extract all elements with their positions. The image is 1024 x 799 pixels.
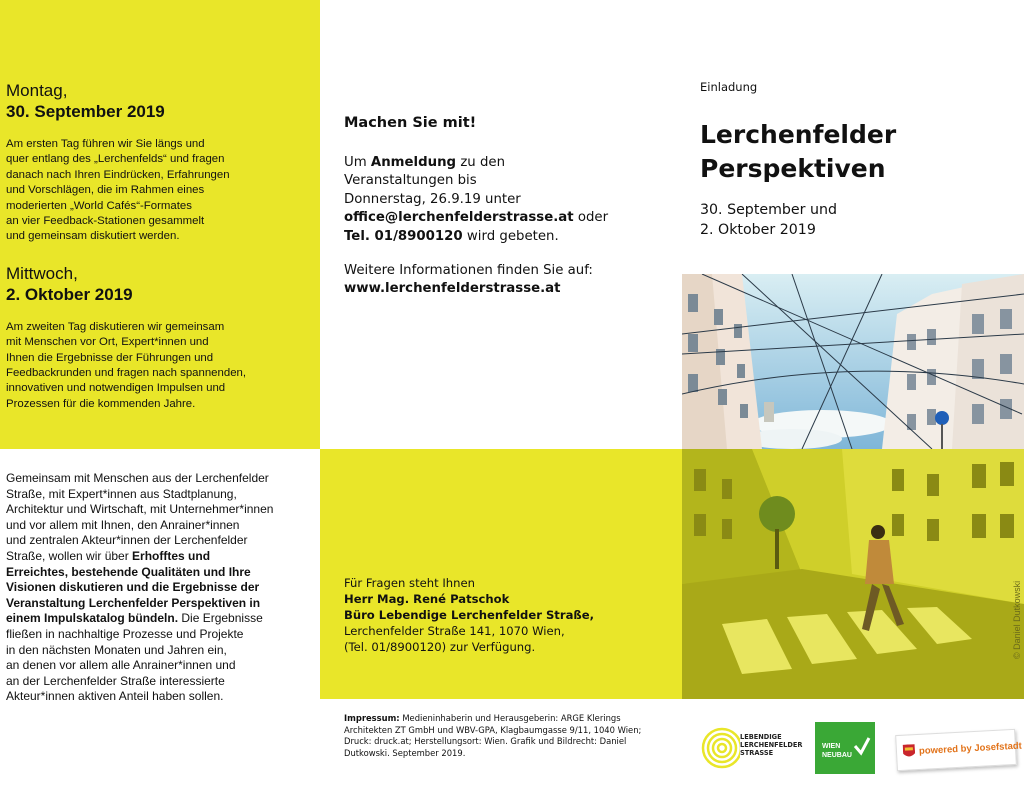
day1-block (6, 80, 314, 245)
day2-description: Am zweiten Tag diskutieren wir gemeinsam mit Menschen vor Ort, Expert*innen und Ihnen die Ergebnisse der Führungen und Feedbackrunden und fragen nach spannenden, innovativen und notwendigen Impulsen und Prozessen für die kommenden Jahre. (6, 320, 247, 410)
josefstadt-logo (895, 729, 1023, 771)
contact-name: Herr Mag. René Patschok (344, 592, 510, 606)
day2-date: 2. Oktober 2019 (6, 284, 133, 304)
imprint-text: Medieninhaberin und Herausgeberin: ARGE Klerings Architekten ZT GmbH und WBV-GPA, Klagbaumgasse 9/11, 1040 Wien; Druck: druck.at; Herstellungsort: Wien. Grafik und Bildrecht: Daniel Dutkowski. September 2019. (344, 713, 642, 758)
reg-text: wird gebeten. (462, 228, 559, 244)
title-line: Perspektiven (700, 154, 886, 183)
intro-line: an der Lerchenfelder Straße interessierte (6, 673, 225, 688)
contact-address: Lerchenfelder Straße 141, 1070 Wien, (344, 624, 565, 638)
intro-line: und vor allem mit Ihnen, den Anrainer*innen (6, 517, 240, 532)
wien-neubau-logo (815, 722, 875, 774)
intro-text: Die Ergebnisse (178, 611, 263, 626)
reg-text: Donnerstag, 26.9.19 unter (344, 191, 521, 207)
date-line: 2. Oktober 2019 (700, 222, 816, 238)
ll-logo-line: LERCHENFELDER (740, 741, 803, 749)
ll-logo-line: LEBENDIGE (740, 733, 782, 741)
contact-office: Büro Lebendige Lerchenfelder Straße, (344, 608, 594, 622)
intro-line: und zentralen Akteur*innen der Lerchenfelder (6, 533, 248, 548)
concentric-rings-icon (700, 718, 740, 778)
title-line: Lerchenfelder (700, 120, 897, 149)
info-text (344, 262, 682, 299)
intro-line: Architektur und Wirtschaft, mit Unternehmer*innen (6, 502, 274, 517)
intro-text: Straße, wollen wir über (6, 548, 133, 563)
intro-line: Veranstaltung Lerchenfelder Perspektiven in (6, 595, 261, 610)
intro-line: an denen vor allem alle Anrainer*innen und (6, 658, 236, 673)
contact-panel (320, 449, 682, 699)
reg-emphasis: Anmeldung (370, 155, 457, 170)
website-link[interactable]: www.lerchenfelderstrasse.at (344, 281, 561, 297)
program-panel (0, 0, 320, 449)
intro-emphasis: Erhofftes und (132, 548, 211, 563)
contact-phone: (Tel. 01/8900120) zur Verfügung. (344, 640, 536, 654)
intro-line: in den nächsten Monaten und Jahren ein, (6, 642, 227, 657)
wn-logo-line: NEUBAU (822, 752, 852, 759)
contact-intro: Für Fragen steht Ihnen (344, 576, 475, 590)
event-dates (700, 200, 1024, 240)
street-photo-illustration (682, 274, 1024, 699)
day1-date: 30. September 2019 (6, 102, 165, 121)
wn-logo-text (822, 742, 852, 760)
date-line: 30. September und (700, 202, 837, 218)
day1-description: Am ersten Tag führen wir Sie längs und quer entlang des „Lerchenfelds“ und fragen danach nach Ihren Eindrücken, Erfahrungen und Vorschlägen, die im Rahmen eines moderierten „World Cafés“-Formates an vier Feedback-Stationen gesammelt und gemeinsam diskutiert werden. (6, 138, 230, 243)
photo-credit: © Daniel Dutkowski (1012, 580, 1022, 659)
info-line: Weitere Informationen finden Sie auf: (344, 263, 593, 279)
email-link[interactable]: office@lerchenfelderstrasse.at (344, 210, 574, 226)
intro-line: Gemeinsam mit Menschen aus der Lerchenfelder (6, 471, 269, 485)
crest-icon (903, 744, 916, 760)
intro-line: fließen in nachhaltige Prozesse und Projekte (6, 626, 244, 641)
intro-line: Straße, mit Expert*innen aus Stadtplanung, (6, 486, 237, 501)
intro-panel (0, 449, 320, 799)
reg-text: zu den (456, 155, 506, 170)
registration-panel (320, 0, 682, 449)
reg-text: oder (573, 210, 609, 226)
intro-line: Akteur*innen aktiven Anteil haben sollen. (6, 689, 224, 704)
registration-heading: Machen Sie mit! (344, 115, 477, 131)
day1-name: Montag, (6, 81, 68, 100)
intro-emphasis: einem Impulskatalog bündeln. (6, 611, 179, 626)
invite-label: Einladung (700, 80, 758, 94)
day2-name: Mittwoch, (6, 263, 78, 283)
street-photo (682, 274, 1024, 699)
phone-link[interactable]: Tel. 01/8900120 (344, 228, 463, 244)
day2-block (6, 263, 314, 412)
ll-logo-text (740, 733, 802, 757)
main-title (700, 118, 1024, 186)
cover-panel (682, 0, 1024, 274)
intro-line (6, 549, 314, 565)
reg-text: Um (344, 155, 371, 170)
intro-line: Erreichtes, bestehende Qualitäten und Ihre (6, 564, 251, 579)
registration-text (344, 154, 682, 246)
imprint (344, 713, 664, 759)
intro-line: Visionen diskutieren und die Ergebnisse der (6, 580, 260, 595)
checkmark-icon (853, 736, 871, 756)
imprint-label: Impressum: (344, 713, 400, 723)
intro-line (6, 611, 314, 627)
josefstadt-text: powered by Josefstadt (918, 740, 1023, 757)
wn-logo-line: WIEN (822, 743, 841, 750)
reg-text: Veranstaltungen bis (344, 173, 477, 189)
ll-logo-line: STRASSE (740, 749, 774, 757)
lebendige-lerchenfelder-logo (700, 718, 810, 778)
